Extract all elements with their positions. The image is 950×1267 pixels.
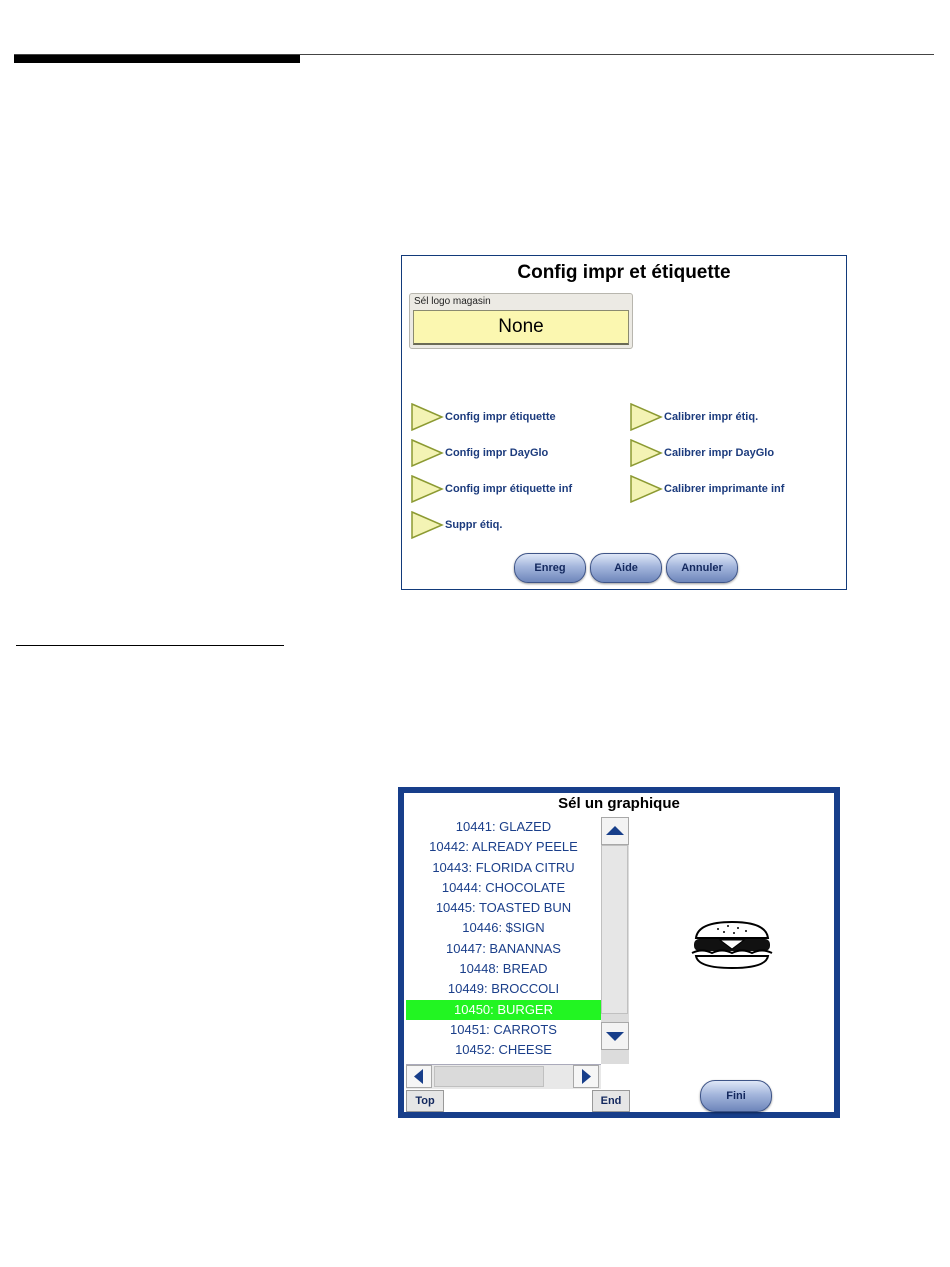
section-rule <box>16 645 284 646</box>
arrow-down-icon <box>602 1023 628 1049</box>
scroll-left-button[interactable] <box>406 1065 432 1088</box>
delete-label-option[interactable] <box>410 511 502 539</box>
list-item[interactable]: 10441: GLAZED <box>455 819 552 834</box>
calibrate-label-printer-option[interactable] <box>629 403 758 431</box>
triangle-arrow-icon <box>410 511 444 539</box>
arrow-up-icon <box>602 818 628 844</box>
option-label: Calibrer imprimante inf <box>664 483 785 495</box>
option-label: Suppr étiq. <box>445 519 503 531</box>
config-label-printer-option[interactable] <box>410 403 556 431</box>
list-item[interactable]: 10445: TOASTED BUN <box>435 900 572 916</box>
option-label: Config impr étiquette <box>445 411 556 423</box>
list-item[interactable]: 10449: BROCCOLI <box>447 981 560 997</box>
arrow-right-icon <box>574 1066 598 1087</box>
store-logo-group <box>409 293 633 349</box>
graphic-select-panel <box>404 793 834 1112</box>
list-item[interactable]: 10443: FLORIDA CITRU <box>432 859 575 875</box>
option-label: Config impr DayGlo <box>445 447 549 459</box>
list-item[interactable]: 10447: BANANNAS <box>446 940 561 956</box>
store-logo-label: Sél logo magasin <box>414 296 491 307</box>
header-rule-thick <box>14 55 300 63</box>
list-item[interactable]: 10448: BREAD <box>459 961 548 977</box>
vertical-scroll-thumb[interactable] <box>601 845 628 1014</box>
graphic-select-screen <box>398 787 840 1118</box>
screen-title: Config impr et étiquette <box>517 262 731 283</box>
triangle-arrow-icon <box>629 403 663 431</box>
printer-label-config-screen <box>401 255 847 590</box>
config-dayglo-printer-option[interactable] <box>410 439 548 467</box>
horizontal-scrollbar[interactable] <box>406 1064 601 1089</box>
scroll-down-button[interactable] <box>601 1022 629 1050</box>
cancel-button[interactable]: Annuler <box>666 553 738 583</box>
calibrate-dayglo-printer-option[interactable] <box>629 439 774 467</box>
scroll-right-button[interactable] <box>573 1065 599 1088</box>
save-button[interactable]: Enreg <box>514 553 586 583</box>
list-item-selected[interactable]: 10450: BURGER <box>406 1000 601 1020</box>
horizontal-scroll-thumb[interactable] <box>434 1066 544 1087</box>
triangle-arrow-icon <box>410 439 444 467</box>
triangle-arrow-icon <box>410 403 444 431</box>
end-button[interactable]: End <box>592 1090 630 1112</box>
screen-title: Sél un graphique <box>558 795 680 812</box>
triangle-arrow-icon <box>410 475 444 503</box>
list-item[interactable]: 10444: CHOCOLATE <box>441 879 566 895</box>
graphic-list[interactable] <box>406 817 602 1064</box>
option-label: Calibrer impr DayGlo <box>664 447 775 459</box>
done-button[interactable]: Fini <box>700 1080 772 1112</box>
vertical-scrollbar[interactable] <box>601 817 629 1064</box>
triangle-arrow-icon <box>629 439 663 467</box>
scroll-up-button[interactable] <box>601 817 629 845</box>
list-item[interactable]: 10451: CARROTS <box>450 1021 557 1037</box>
option-label: Calibrer impr étiq. <box>664 411 759 423</box>
triangle-arrow-icon <box>629 475 663 503</box>
list-item[interactable]: 10442: ALREADY PEELE <box>429 839 578 855</box>
config-label-printer-inf-option[interactable] <box>410 475 572 503</box>
arrow-left-icon <box>407 1066 431 1087</box>
help-button[interactable]: Aide <box>590 553 662 583</box>
burger-icon <box>690 920 774 970</box>
top-button[interactable]: Top <box>406 1090 444 1112</box>
list-item[interactable]: 10452: CHEESE <box>455 1042 552 1058</box>
graphic-preview <box>690 920 774 975</box>
option-label: Config impr étiquette inf <box>445 483 573 495</box>
calibrate-printer-inf-option[interactable] <box>629 475 784 503</box>
store-logo-select[interactable]: None <box>413 310 629 345</box>
list-item[interactable]: 10446: $SIGN <box>462 920 545 936</box>
